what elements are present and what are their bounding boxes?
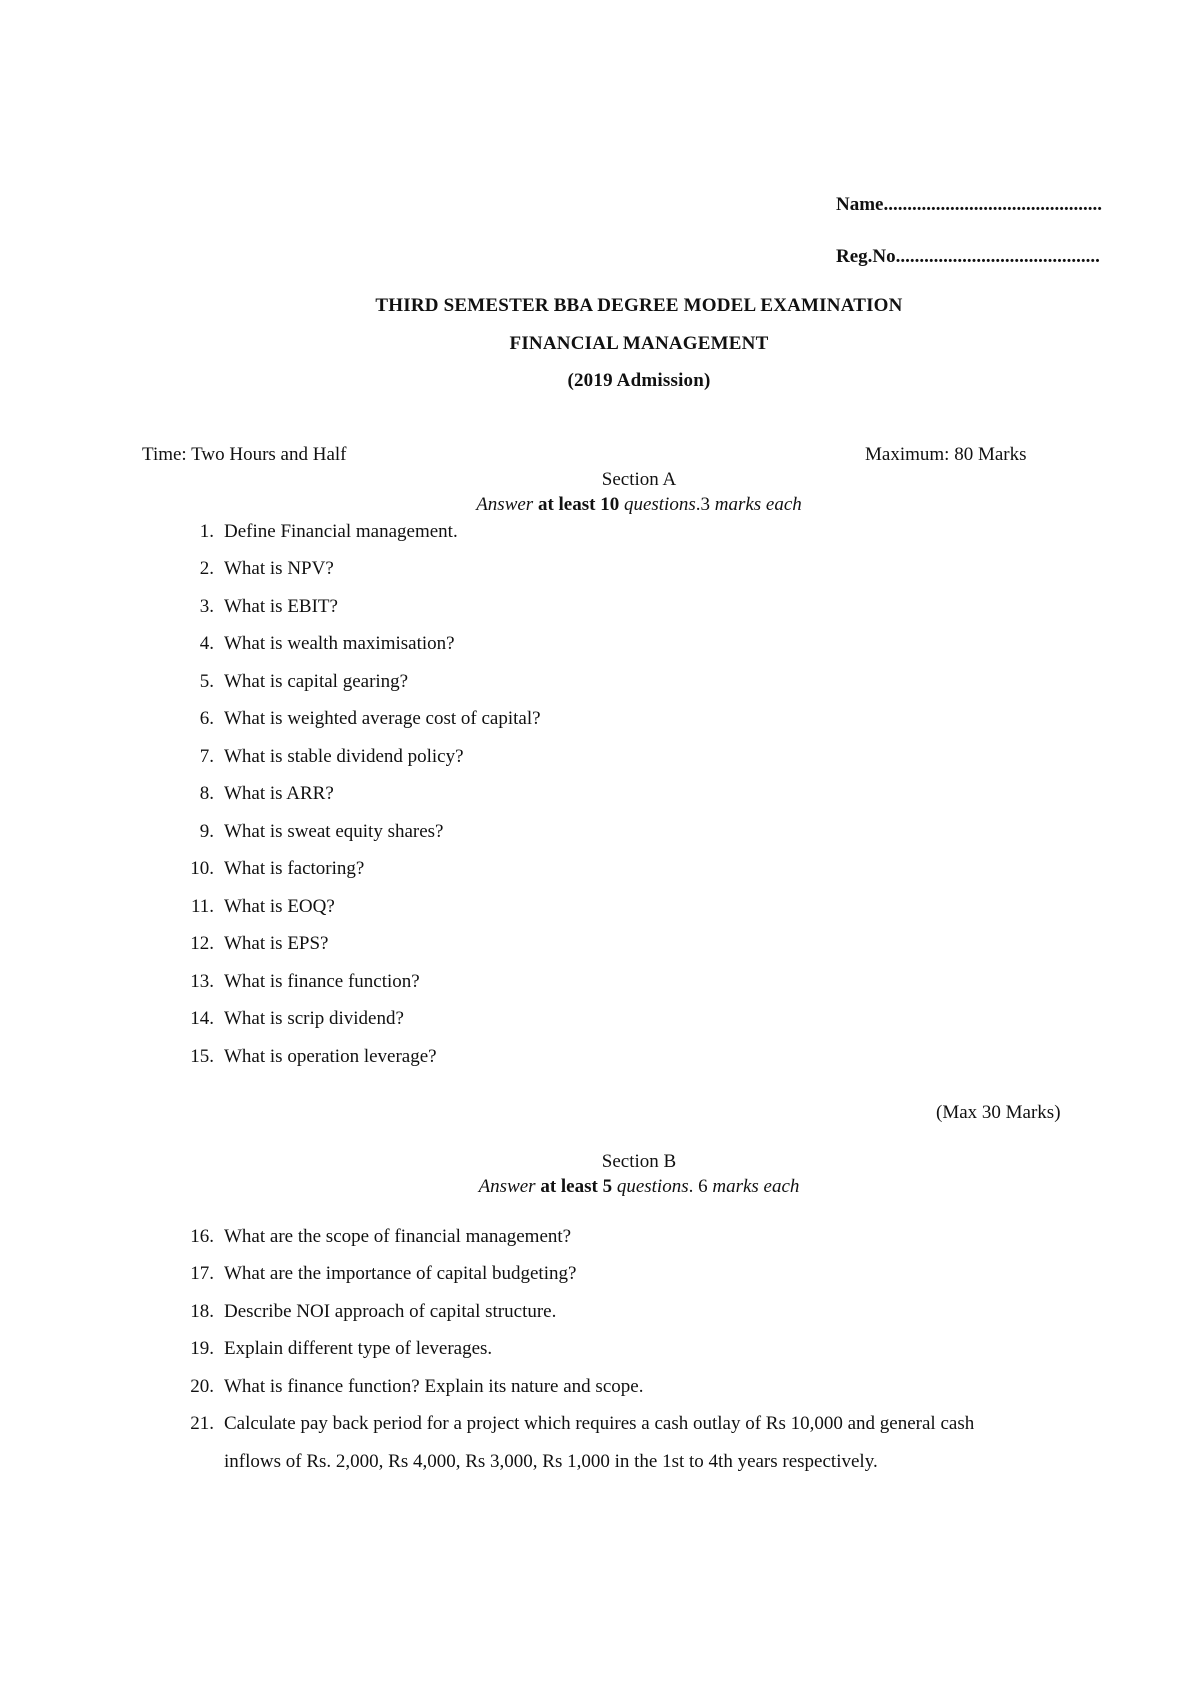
name-field-label: Name..............................................	[836, 194, 1102, 215]
list-item: 17. What are the importance of capital budgeting?	[190, 1263, 577, 1284]
list-item: 18. Describe NOI approach of capital structure.	[190, 1301, 557, 1322]
list-item: 9. What is sweat equity shares?	[199, 821, 444, 842]
list-item: 11. What is EOQ?	[190, 896, 335, 917]
list-item: 14. What is scrip dividend?	[190, 1008, 404, 1029]
section-b-heading: Section B	[601, 1151, 677, 1172]
exam-title: THIRD SEMESTER BBA DEGREE MODEL EXAMINATION	[375, 295, 903, 316]
list-item: 21. Calculate pay back period for a project which requires a cash outlay of Rs 10,000 and general cash	[190, 1413, 975, 1434]
section-a-max-marks: (Max 30 Marks)	[936, 1102, 1061, 1123]
list-item: 4. What is wealth maximisation?	[199, 633, 455, 654]
list-item: 13. What is finance function?	[190, 971, 420, 992]
list-item: 20. What is finance function? Explain its nature and scope.	[190, 1376, 644, 1397]
list-item: 7. What is stable dividend policy?	[199, 746, 464, 767]
list-item: 12. What is EPS?	[190, 933, 329, 954]
list-item: 1. Define Financial management.	[199, 521, 458, 542]
subject-title: FINANCIAL MANAGEMENT	[509, 333, 769, 354]
list-item-continuation: inflows of Rs. 2,000, Rs 4,000, Rs 3,000, Rs 1,000 in the 1st to 4th years respectively.	[224, 1451, 878, 1472]
section-b-instruction: Answer at least 5 questions. 6 marks each	[478, 1176, 800, 1197]
list-item: 15. What is operation leverage?	[190, 1046, 437, 1067]
regno-field-label: Reg.No...........................................	[836, 246, 1100, 267]
list-item: 5. What is capital gearing?	[199, 671, 409, 692]
list-item: 8. What is ARR?	[199, 783, 334, 804]
section-a-heading: Section A	[601, 469, 677, 490]
list-item: 19. Explain different type of leverages.	[190, 1338, 493, 1359]
list-item: 16. What are the scope of financial management?	[190, 1226, 572, 1247]
maximum-marks: Maximum: 80 Marks	[865, 444, 1027, 465]
list-item: 6. What is weighted average cost of capital?	[199, 708, 541, 729]
section-a-instruction: Answer at least 10 questions.3 marks each	[476, 494, 802, 515]
list-item: 3. What is EBIT?	[199, 596, 338, 617]
list-item: 10. What is factoring?	[190, 858, 365, 879]
list-item: 2. What is NPV?	[199, 558, 334, 579]
exam-duration: Time: Two Hours and Half	[142, 444, 347, 465]
admission-year: (2019 Admission)	[567, 370, 711, 391]
